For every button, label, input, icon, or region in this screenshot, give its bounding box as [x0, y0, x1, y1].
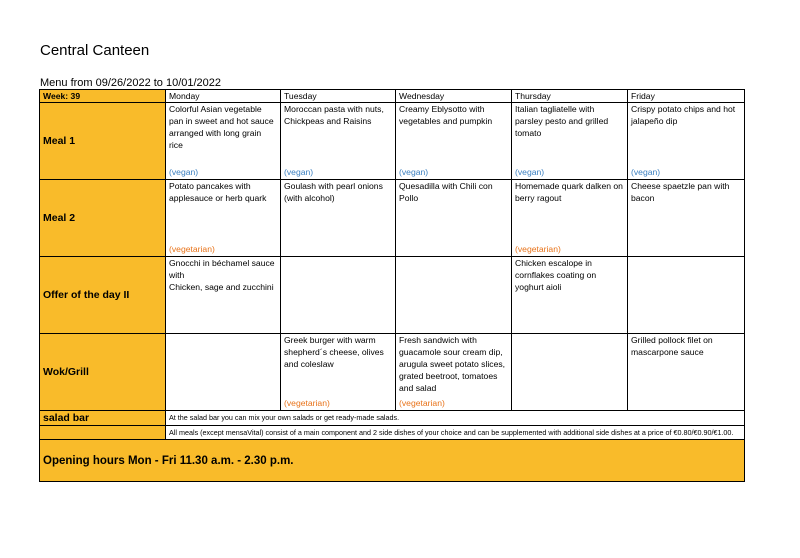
dish-text: Gnocchi in béchamel sauce with Chicken, sage and zucchini [169, 258, 275, 292]
menu-cell [628, 257, 745, 334]
menu-cell [396, 334, 512, 411]
dish-text: Grilled pollock filet on mascarpone sauce [631, 335, 713, 357]
day-monday: Monday [166, 90, 281, 103]
meal-row [40, 257, 745, 334]
meal-row [40, 334, 745, 411]
menu-cell [512, 257, 628, 334]
menu-cell [512, 180, 628, 257]
menu-cell [166, 180, 281, 257]
diet-tag: (vegetarian) [284, 398, 330, 408]
dish-text: Chicken escalope in cornflakes coating on yoghurt aioli [515, 258, 597, 292]
salad-bar-text: At the salad bar you can mix your own salads or get ready-made salads. [166, 411, 745, 426]
day-wednesday: Wednesday [396, 90, 512, 103]
dish-text: Creamy Eblysotto with vegetables and pumpkin [399, 104, 493, 126]
meals-note-label [40, 426, 166, 440]
day-friday: Friday [628, 90, 745, 103]
week-label: Week: 39 [40, 90, 166, 103]
meal-row [40, 180, 745, 257]
diet-tag: (vegan) [284, 167, 314, 177]
menu-cell [628, 334, 745, 411]
header-row [40, 90, 745, 103]
meals-note-text: All meals (except mensaVital) consist of a main component and 2 side dishes of your choice and can be supplemented with additional side dishes at a price of €0.80/€0.90/€1.00. [166, 426, 745, 440]
menu-cell [396, 103, 512, 180]
menu-cell [628, 103, 745, 180]
diet-tag: (vegan) [169, 167, 199, 177]
diet-tag: (vegan) [631, 167, 661, 177]
row-label: Wok/Grill [40, 334, 166, 411]
diet-tag: (vegetarian) [169, 244, 215, 254]
menu-cell [512, 334, 628, 411]
menu-cell [281, 103, 396, 180]
diet-tag: (vegan) [399, 167, 429, 177]
menu-date-range: Menu from 09/26/2022 to 10/01/2022 [40, 77, 222, 89]
row-label: Offer of the day II [40, 257, 166, 334]
dish-text: Fresh sandwich with guacamole sour cream dip, arugula sweet potato slices, grated beetroot, tomatoes and salad [399, 335, 506, 393]
menu-cell [166, 103, 281, 180]
dish-text: Potato pancakes with applesauce or herb quark [169, 181, 267, 203]
diet-tag: (vegetarian) [515, 244, 561, 254]
diet-tag: (vegan) [515, 167, 545, 177]
opening-hours: Opening hours Mon - Fri 11.30 a.m. - 2.30 p.m. [40, 440, 745, 482]
menu-cell [166, 257, 281, 334]
page-title: Central Canteen [40, 42, 150, 59]
row-label: Meal 2 [40, 180, 166, 257]
menu-cell [166, 334, 281, 411]
diet-tag: (vegetarian) [399, 398, 445, 408]
salad-bar-label: salad bar [40, 411, 166, 426]
dish-text: Goulash with pearl onions (with alcohol) [284, 181, 383, 203]
menu-cell [281, 334, 396, 411]
dish-text: Quesadilla with Chili con Pollo [399, 181, 493, 203]
menu-table [39, 89, 745, 482]
day-tuesday: Tuesday [281, 90, 396, 103]
dish-text: Moroccan pasta with nuts, Chickpeas and Raisins [284, 104, 384, 126]
opening-hours-row [40, 440, 745, 482]
dish-text: Italian tagliatelle with parsley pesto and grilled tomato [515, 104, 609, 138]
menu-cell [396, 180, 512, 257]
row-label: Meal 1 [40, 103, 166, 180]
dish-text: Colorful Asian vegetable pan in sweet and hot sauce arranged with long grain rice [169, 104, 274, 150]
dish-text: Crispy potato chips and hot jalapeño dip [631, 104, 736, 126]
menu-cell [281, 257, 396, 334]
meals-note-row [40, 426, 745, 440]
meal-row [40, 103, 745, 180]
menu-cell [281, 180, 396, 257]
menu-cell [512, 103, 628, 180]
salad-bar-row [40, 411, 745, 426]
dish-text: Greek burger with warm shepherd´s cheese, olives and coleslaw [284, 335, 384, 369]
dish-text: Homemade quark dalken on berry ragout [515, 181, 623, 203]
menu-cell [628, 180, 745, 257]
day-thursday: Thursday [512, 90, 628, 103]
menu-cell [396, 257, 512, 334]
dish-text: Cheese spaetzle pan with bacon [631, 181, 730, 203]
